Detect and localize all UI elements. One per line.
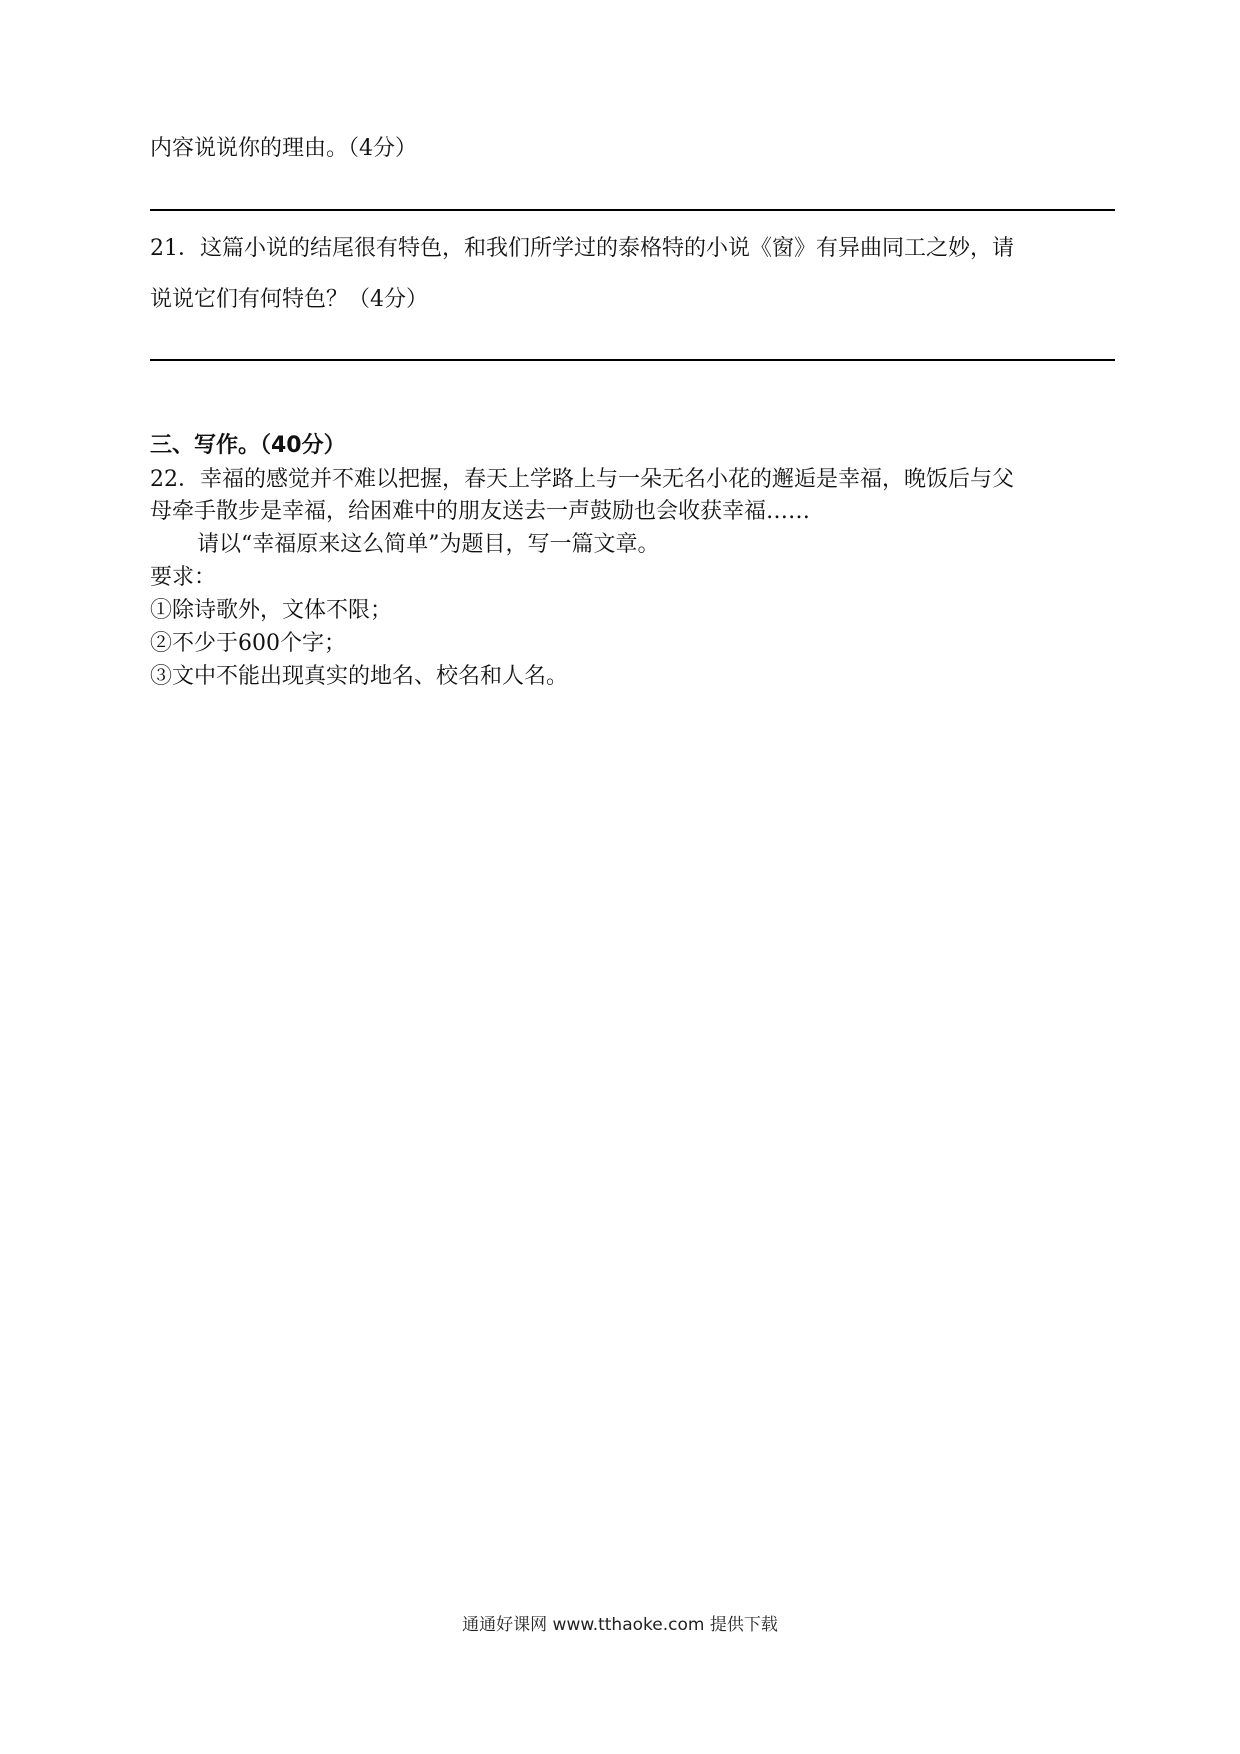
requirement-item-3: ③文中不能出现真实的地名、校名和人名。: [150, 664, 569, 689]
answer-line-20: [150, 209, 1115, 211]
question-22-line-1: 22．幸福的感觉并不难以把握，春天上学路上与一朵无名小花的邂逅是幸福，晚饭后与父: [150, 467, 1014, 492]
question-21-line-2: 说说它们有何特色？（4分）: [150, 287, 428, 312]
page-footer: 通通好课网 www.tthaoke.com 提供下载: [462, 1615, 778, 1635]
requirement-item-1: ①除诗歌外，文体不限；: [150, 598, 393, 623]
answer-line-21: [150, 359, 1115, 361]
question-20-continuation: 内容说说你的理由。（4分）: [150, 136, 417, 161]
question-21-line-1: 21．这篇小说的结尾很有特色，和我们所学过的泰格特的小说《窗》有异曲同工之妙，请: [150, 236, 1014, 261]
requirement-item-2: ②不少于600个字；: [150, 631, 346, 656]
requirements-label: 要求：: [150, 565, 217, 590]
question-22-line-2: 母牵手散步是幸福，给困难中的朋友送去一声鼓励也会收获幸福……: [150, 499, 811, 524]
section-writing-heading: 三、写作。（40分）: [150, 433, 346, 458]
writing-prompt: 请以“幸福原来这么简单”为题目，写一篇文章。: [197, 532, 660, 557]
